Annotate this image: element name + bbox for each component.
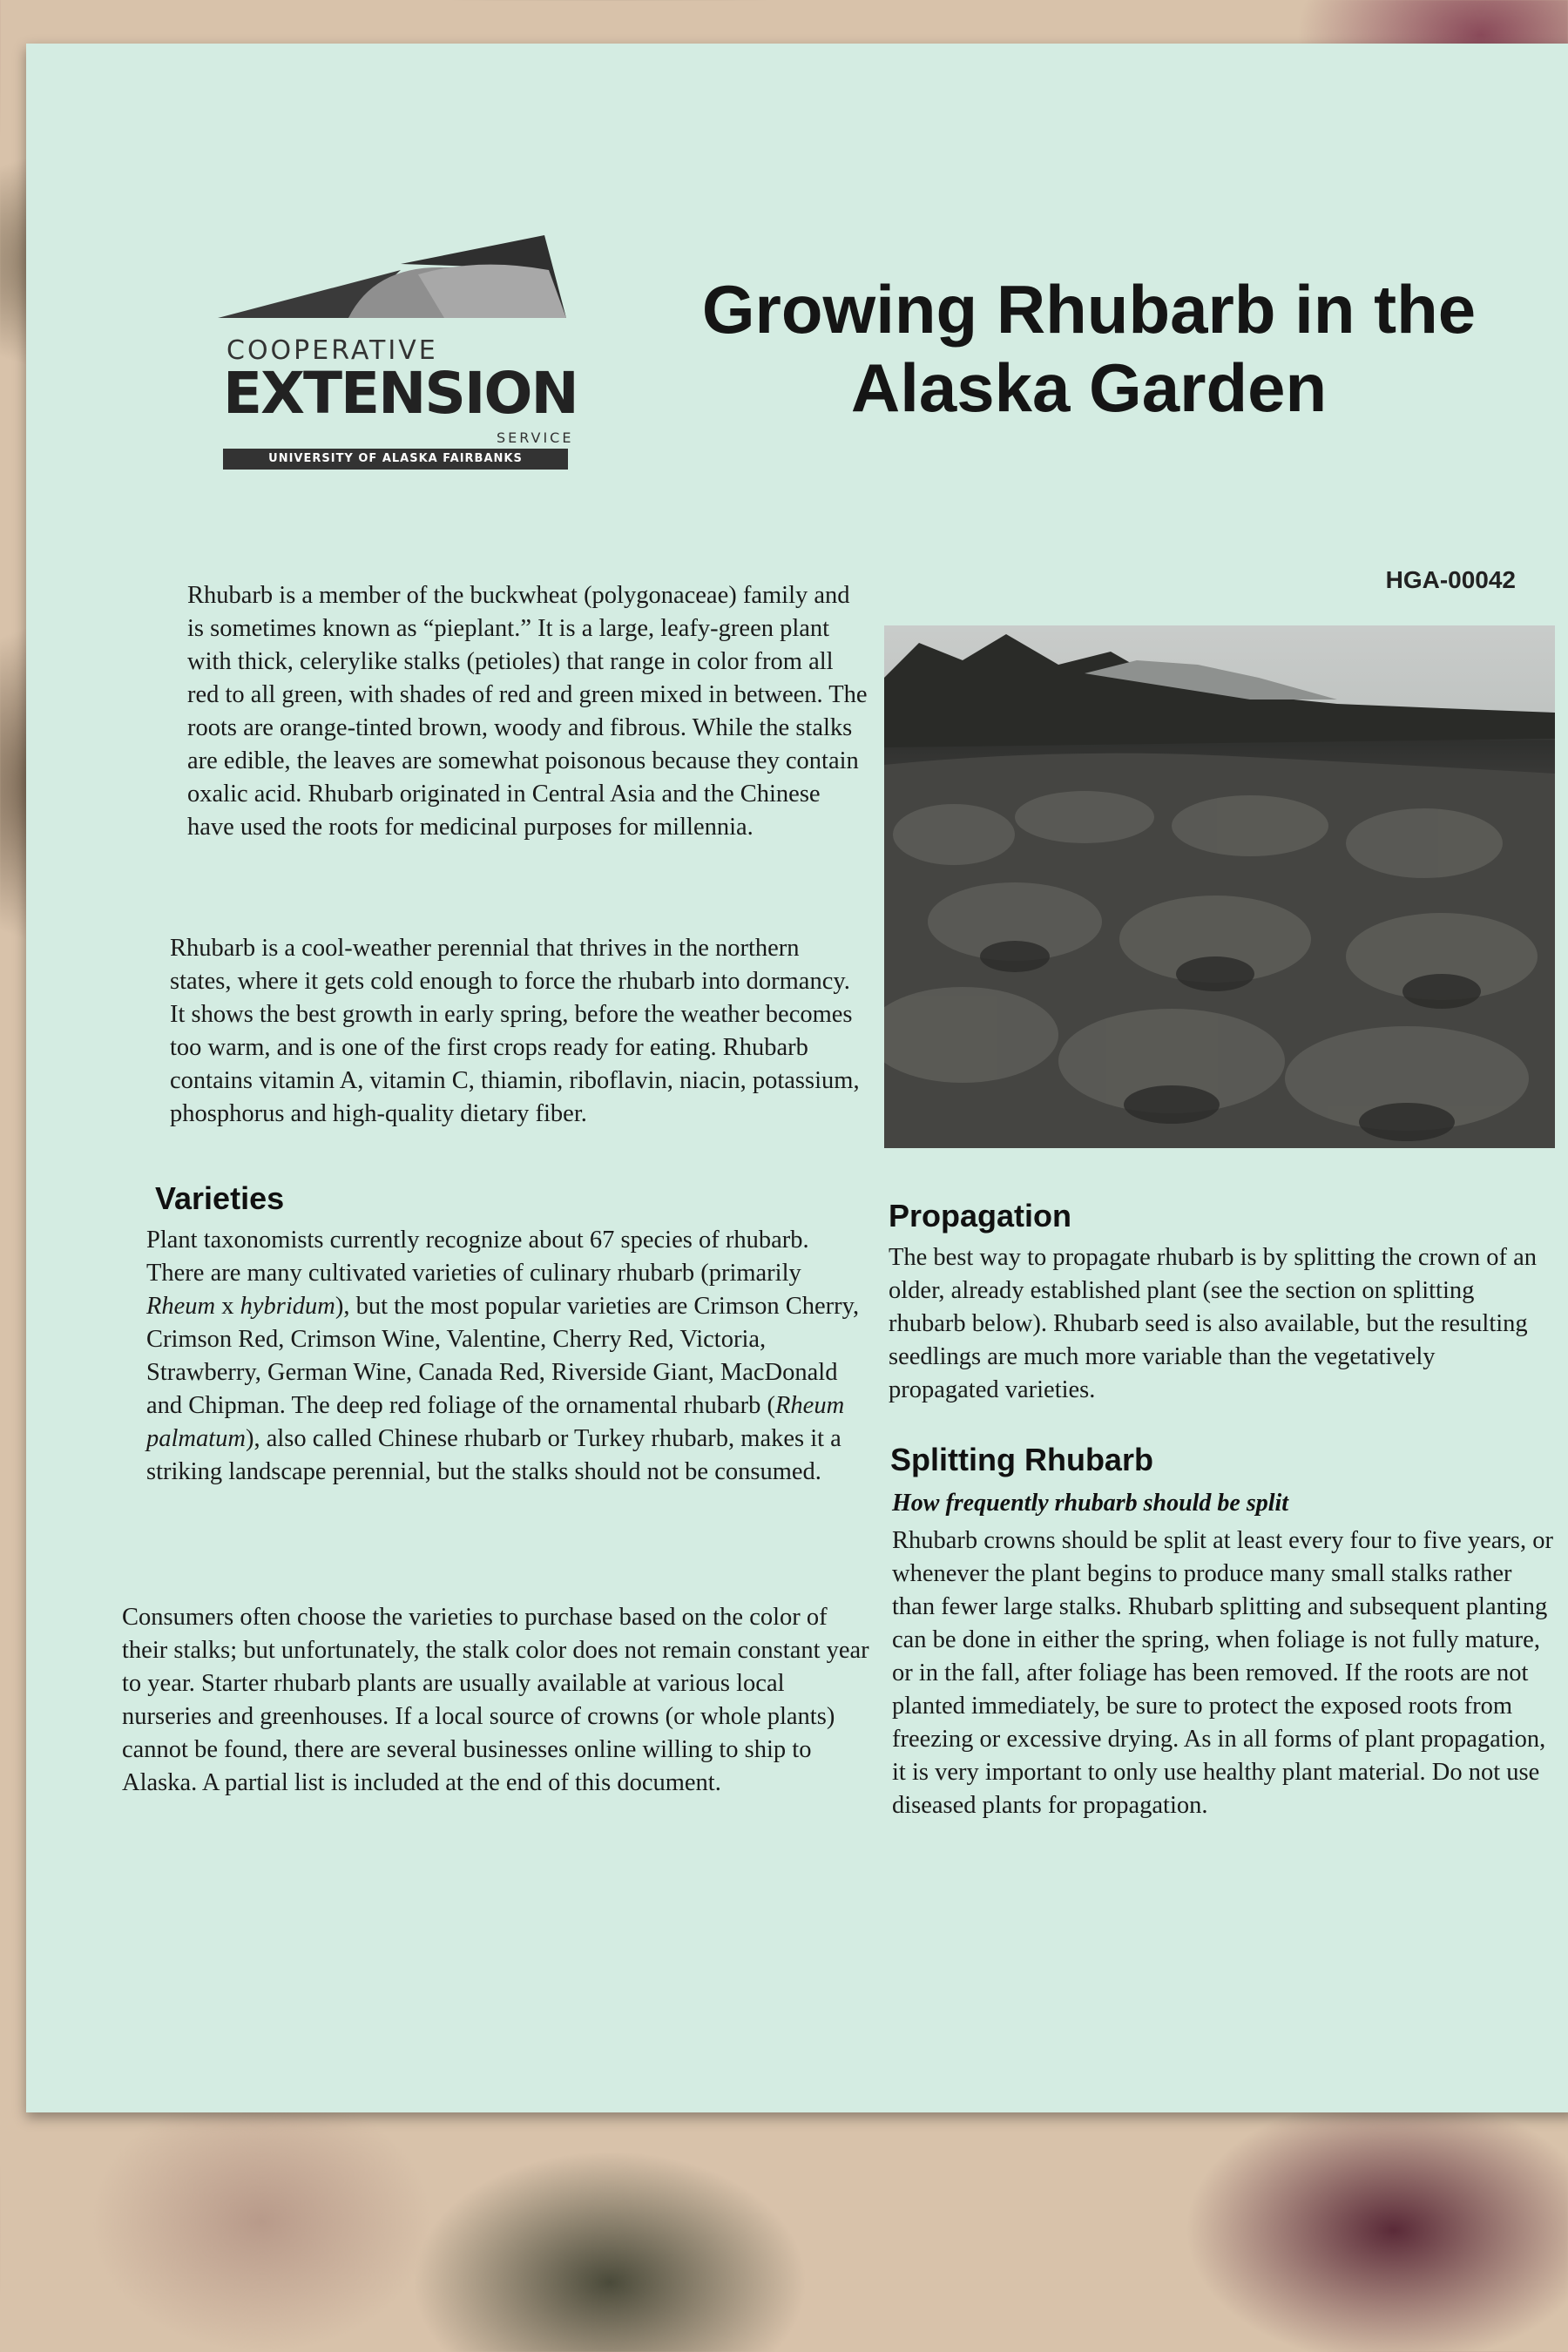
rhubarb-field-photo [884, 625, 1555, 1148]
heading-propagation: Propagation [889, 1198, 1072, 1233]
document-page [26, 44, 1568, 2112]
logo-university: UNIVERSITY OF ALASKA FAIRBANKS [223, 449, 568, 470]
extension-logo [200, 187, 584, 488]
publication-code: HGA-00042 [1385, 566, 1516, 593]
heading-splitting-rhubarb: Splitting Rhubarb [890, 1442, 1153, 1477]
subheading-split-frequency: How frequently rhubarb should be split [892, 1490, 1289, 1517]
intro-paragraph-2: Rhubarb is a cool-weather perennial that thrives in the northern states, where it gets cold enough to force the rhubarb into dormancy. It shows the best growth in early spring, before the weather becomes too warm, and is one of the first crops ready for eating. Rhubarb contains vitamin A, vitamin C, thiamin, riboflavin, niacin, potassium, phosphorus and high-quality dietary fiber. [170, 935, 860, 1127]
varieties-paragraph-2: Consumers often choose the varieties to purchase based on the color of their stalks; but unfortunately, the stalk color does not remain constant year to year. Starter rhubarb plants are usually available at various local nurseries and greenhouses. If a local source of crowns (or whole plants) cannot be found, there are several businesses online willing to ship to Alaska. A partial list is included at the end of this document. [122, 1604, 869, 1796]
intro-paragraph-1: Rhubarb is a member of the buckwheat (polygonaceae) family and is sometimes known as “pieplant.” It is a large, leafy-green plant with thick, celerylike stalks (petioles) that range in color from all red to all green, with shades of red and green mixed in between. The roots are orange-tinted brown, woody and fibrous. While the stalks are edible, the leaves are somewhat poisonous because they contain oxalic acid. Rhubarb originated in Central Asia and the Chinese have used the roots for medicinal purposes for millennia. [187, 582, 868, 841]
heading-varieties: Varieties [155, 1180, 285, 1216]
logo-extension: EXTENSION [223, 360, 578, 427]
propagation-paragraph: The best way to propagate rhubarb is by splitting the crown of an older, already established plant (see the section on splitting rhubarb below). Rhubarb seed is also available, but the resulting seedlings are much more variable than the vegetatively propagated varieties. [889, 1244, 1537, 1403]
page-title: Growing Rhubarb in the Alaska Garden [701, 271, 1477, 426]
varieties-paragraph-1: Plant taxonomists currently recognize about 67 species of rhubarb. There are many cultivated varieties of culinary rhubarb (primarily Rheum x hybridum), but the most popular varieties are Crimson Cherry, Crimson Red, Crimson Wine, Valentine, Cherry Red, Victoria, Strawberry, German Wine, Canada Red, Riverside Giant, MacDonald and Chipman. The deep red foliage of the ornamental rhubarb (Rheum palmatum), also called Chinese rhubarb or Turkey rhubarb, makes it a striking landscape perennial, but the stalks should not be consumed. [146, 1227, 860, 1485]
splitting-paragraph: Rhubarb crowns should be split at least every four to five years, or whenever the plant begins to produce many small stalks rather than fewer large stalks. Rhubarb splitting and subsequent planting can be done in either the spring, when foliage is not fully mature, or in the fall, after foliage has been removed. If the roots are not planted immediately, be sure to protect the exposed roots from freezing or excessive drying. As in all forms of plant propagation, it is very important to only use healthy plant material. Do not use diseased plants for propagation. [892, 1527, 1554, 1819]
logo-swoosh-icon [218, 187, 584, 335]
logo-cooperative: COOPERATIVE [226, 335, 438, 366]
logo-service: SERVICE [497, 429, 574, 446]
